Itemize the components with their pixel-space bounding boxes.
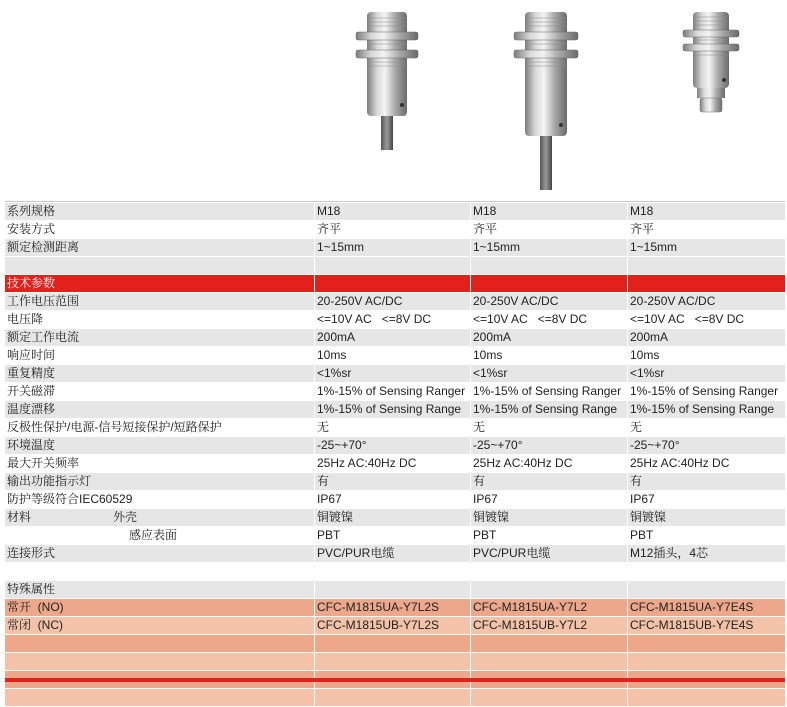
row-label: 连接形式 bbox=[5, 545, 315, 562]
cell: 有 bbox=[315, 473, 471, 490]
row-label: 响应时间 bbox=[5, 347, 315, 364]
face-label: 感应表面 bbox=[129, 528, 178, 542]
table-row bbox=[5, 401, 785, 419]
section-header-special bbox=[5, 581, 785, 599]
table-row-connection bbox=[5, 545, 785, 563]
cell: 齐平 bbox=[628, 221, 785, 238]
table-row-empty bbox=[5, 689, 785, 707]
sensor-image-1 bbox=[352, 10, 422, 150]
row-label: 系列规格 bbox=[5, 203, 315, 220]
cell: 铜镀镍 bbox=[471, 509, 628, 526]
cell: <=10V AC <=8V DC bbox=[628, 311, 785, 328]
model-code: CFC-M1815UA-Y7E4S bbox=[628, 599, 785, 616]
table-row bbox=[5, 383, 785, 401]
table-row bbox=[5, 329, 785, 347]
cell: -25~+70° bbox=[628, 437, 785, 454]
spec-table bbox=[5, 203, 785, 707]
cell: 20-250V AC/DC bbox=[315, 293, 471, 310]
cell: PVC/PUR电缆 bbox=[471, 545, 628, 562]
housing-label: 外壳 bbox=[113, 510, 138, 524]
cell: 有 bbox=[628, 473, 785, 490]
row-label bbox=[5, 527, 315, 544]
cell: 1~15mm bbox=[628, 239, 785, 256]
cell: <=10V AC <=8V DC bbox=[471, 311, 628, 328]
cell: 1%-15% of Sensing Ranger bbox=[315, 383, 471, 400]
sensor-image-3 bbox=[680, 10, 742, 115]
model-code: CFC-M1815UB-Y7L2S bbox=[315, 617, 471, 634]
cell: 齐平 bbox=[471, 221, 628, 238]
table-top-line bbox=[5, 201, 785, 202]
cell: -25~+70° bbox=[315, 437, 471, 454]
cell: 10ms bbox=[471, 347, 628, 364]
model-code: CFC-M1815UB-Y7L2 bbox=[471, 617, 628, 634]
cell: 10ms bbox=[628, 347, 785, 364]
cell: 1%-15% of Sensing Ranger bbox=[628, 383, 785, 400]
table-row bbox=[5, 365, 785, 383]
cell: PVC/PUR电缆 bbox=[315, 545, 471, 562]
cell: 25Hz AC:40Hz DC bbox=[315, 455, 471, 472]
cell: <=10V AC <=8V DC bbox=[315, 311, 471, 328]
cell: IP67 bbox=[471, 491, 628, 508]
row-label: 常开 (NO) bbox=[5, 599, 315, 616]
table-row-empty bbox=[5, 563, 785, 581]
sensor-image-2 bbox=[510, 10, 582, 190]
table-row-empty bbox=[5, 653, 785, 671]
row-label: 输出功能指示灯 bbox=[5, 473, 315, 490]
cell: M18 bbox=[628, 203, 785, 220]
table-row bbox=[5, 203, 785, 221]
row-label: 最大开关频率 bbox=[5, 455, 315, 472]
table-row bbox=[5, 419, 785, 437]
cell: 1%-15% of Sensing Range bbox=[315, 401, 471, 418]
cell: <1%sr bbox=[471, 365, 628, 382]
table-row bbox=[5, 239, 785, 257]
cell: -25~+70° bbox=[471, 437, 628, 454]
cell: <1%sr bbox=[628, 365, 785, 382]
table-row bbox=[5, 311, 785, 329]
row-label bbox=[5, 509, 315, 526]
row-label: 电压降 bbox=[5, 311, 315, 328]
cell: IP67 bbox=[628, 491, 785, 508]
section-header-tech bbox=[5, 275, 785, 293]
cell: M18 bbox=[471, 203, 628, 220]
row-label: 额定检测距离 bbox=[5, 239, 315, 256]
row-label: 常闭 (NC) bbox=[5, 617, 315, 634]
cell: 铜镀镍 bbox=[628, 509, 785, 526]
table-row-model bbox=[5, 617, 785, 635]
cell: 1%-15% of Sensing Range bbox=[628, 401, 785, 418]
row-label: 温度漂移 bbox=[5, 401, 315, 418]
cell: 1~15mm bbox=[471, 239, 628, 256]
cell: 无 bbox=[628, 419, 785, 436]
cell: <1%sr bbox=[315, 365, 471, 382]
row-label: 防护等级符合IEC60529 bbox=[5, 491, 315, 508]
row-label: 重复精度 bbox=[5, 365, 315, 382]
row-label: 额定工作电流 bbox=[5, 329, 315, 346]
material-label: 材料 bbox=[7, 510, 32, 524]
table-row-material-housing bbox=[5, 509, 785, 527]
cell: M12插头，4芯 bbox=[628, 545, 785, 562]
table-row bbox=[5, 473, 785, 491]
model-code: CFC-M1815UA-Y7L2S bbox=[315, 599, 471, 616]
row-label: 开关磁滞 bbox=[5, 383, 315, 400]
cell: 200mA bbox=[471, 329, 628, 346]
cell: 10ms bbox=[315, 347, 471, 364]
table-row-empty bbox=[5, 635, 785, 653]
cell: 无 bbox=[315, 419, 471, 436]
cell: IP67 bbox=[315, 491, 471, 508]
row-label: 安装方式 bbox=[5, 221, 315, 238]
cell: 1%-15% of Sensing Range bbox=[471, 401, 628, 418]
table-bottom-line bbox=[5, 678, 785, 682]
table-row bbox=[5, 293, 785, 311]
cell: M18 bbox=[315, 203, 471, 220]
table-row bbox=[5, 437, 785, 455]
cell: 有 bbox=[471, 473, 628, 490]
cell: 齐平 bbox=[315, 221, 471, 238]
model-code: CFC-M1815UB-Y7E4S bbox=[628, 617, 785, 634]
cell: 200mA bbox=[315, 329, 471, 346]
section-title: 特殊属性 bbox=[5, 581, 315, 598]
table-row bbox=[5, 491, 785, 509]
table-row bbox=[5, 347, 785, 365]
cell: 25Hz AC:40Hz DC bbox=[628, 455, 785, 472]
cell: 1~15mm bbox=[315, 239, 471, 256]
section-title: 技术参数 bbox=[5, 275, 315, 292]
table-row bbox=[5, 455, 785, 473]
table-row-model bbox=[5, 599, 785, 617]
cell: 无 bbox=[471, 419, 628, 436]
table-row-material-face bbox=[5, 527, 785, 545]
cell: 1%-15% of Sensing Ranger bbox=[471, 383, 628, 400]
cell: 铜镀镍 bbox=[315, 509, 471, 526]
model-code: CFC-M1815UA-Y7L2 bbox=[471, 599, 628, 616]
cell: PBT bbox=[471, 527, 628, 544]
row-label: 反极性保护/电源-信号短接保护/短路保护 bbox=[5, 419, 315, 436]
cell: PBT bbox=[315, 527, 471, 544]
cell: 20-250V AC/DC bbox=[628, 293, 785, 310]
cell: 200mA bbox=[628, 329, 785, 346]
table-row-empty bbox=[5, 257, 785, 275]
cell: PBT bbox=[628, 527, 785, 544]
table-row bbox=[5, 221, 785, 239]
row-label: 工作电压范围 bbox=[5, 293, 315, 310]
row-label: 环境温度 bbox=[5, 437, 315, 454]
cell: 25Hz AC:40Hz DC bbox=[471, 455, 628, 472]
cell: 20-250V AC/DC bbox=[471, 293, 628, 310]
